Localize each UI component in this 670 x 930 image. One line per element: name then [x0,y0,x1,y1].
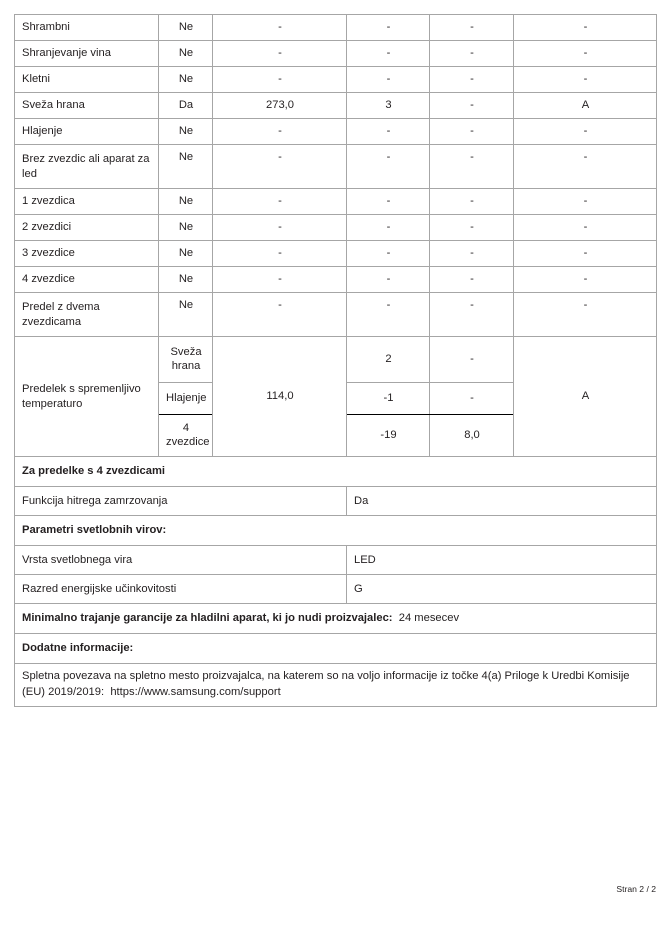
compartment-temperature: - [347,189,430,215]
compartment-name: Shrambni [15,15,159,41]
compartment-name: Sveža hrana [15,93,159,119]
compartment-present: Ne [159,189,213,215]
variable-temperature-freeze-capacity: 8,0 [430,415,514,457]
compartment-name: Predel z dvema zvezdicama [15,293,159,337]
table-row [15,93,657,119]
compartment-volume: - [213,267,347,293]
table-row [15,119,657,145]
compartment-temperature: - [347,293,430,337]
compartment-freeze-capacity: - [430,119,514,145]
variable-temperature-volume: 114,0 [213,337,347,457]
compartment-present: Ne [159,145,213,189]
compartment-name: 1 zvezdica [15,189,159,215]
compartment-temperature: 3 [347,93,430,119]
compartment-class: - [514,189,657,215]
compartment-freeze-capacity: - [430,241,514,267]
additional-info-heading: Dodatne informacije: [15,634,657,664]
compartment-freeze-capacity: - [430,215,514,241]
compartment-name: Hlajenje [15,119,159,145]
compartment-volume: - [213,189,347,215]
light-source-heading: Parametri svetlobnih virov: [15,516,657,546]
variable-temperature-freeze-capacity: - [430,337,514,383]
compartment-name: 4 zvezdice [15,267,159,293]
additional-info-cell [15,664,657,707]
compartment-temperature: - [347,145,430,189]
compartment-present: Da [159,93,213,119]
variable-temperature-freeze-capacity-highlighted: - [430,383,514,415]
compartment-freeze-capacity: - [430,267,514,293]
compartment-volume: - [213,67,347,93]
variable-temperature-mode: Sveža hrana [159,337,213,383]
table-row [15,15,657,41]
product-specification-table [14,14,657,707]
compartment-present: Ne [159,293,213,337]
additional-info-text: Spletna povezava na spletno mesto proizvajalca, na katerem so na voljo informacije iz točke 4(a) Priloge k Uredbi Komisije (EU) 2019/2019: [22,670,630,698]
warranty-cell [15,604,657,634]
variable-temperature-mode: 4 zvezdice [159,415,213,457]
compartment-volume: 273,0 [213,93,347,119]
table-row [15,241,657,267]
table-row [15,189,657,215]
four-star-heading-row [15,457,657,487]
variable-temperature-temperature-highlighted: -1 [347,383,430,415]
compartment-class: - [514,67,657,93]
compartment-class: - [514,293,657,337]
compartment-present: Ne [159,241,213,267]
additional-info-text-row [15,664,657,707]
compartment-name: Brez zvezdic ali aparat za led [15,145,159,189]
compartment-temperature: - [347,241,430,267]
table-row [15,41,657,67]
light-source-efficiency-label: Razred energijske učinkovitosti [15,575,347,604]
variable-temperature-class: A [514,337,657,457]
page-footer: Stran 2 / 2 [616,884,656,894]
compartment-present: Ne [159,41,213,67]
compartment-volume: - [213,15,347,41]
table-row [15,145,657,189]
light-source-type-row [15,546,657,575]
compartment-freeze-capacity: - [430,293,514,337]
compartment-class: - [514,267,657,293]
compartment-volume: - [213,293,347,337]
compartment-freeze-capacity: - [430,93,514,119]
compartment-name: Kletni [15,67,159,93]
compartment-class: - [514,145,657,189]
compartment-present: Ne [159,67,213,93]
compartment-volume: - [213,145,347,189]
compartment-freeze-capacity: - [430,145,514,189]
compartment-temperature: - [347,41,430,67]
compartment-temperature: - [347,267,430,293]
compartment-class: - [514,215,657,241]
compartment-present: Ne [159,215,213,241]
compartment-present: Ne [159,15,213,41]
table-row [15,293,657,337]
fast-freeze-label: Funkcija hitrega zamrzovanja [15,487,347,516]
light-source-heading-row [15,516,657,546]
manufacturer-support-url: https://www.samsung.com/support [110,686,281,698]
compartment-class: - [514,15,657,41]
compartment-freeze-capacity: - [430,189,514,215]
compartment-freeze-capacity: - [430,67,514,93]
compartment-present: Ne [159,119,213,145]
compartment-volume: - [213,119,347,145]
compartment-temperature: - [347,15,430,41]
compartment-temperature: - [347,215,430,241]
compartment-class: A [514,93,657,119]
compartment-class: - [514,241,657,267]
compartment-present: Ne [159,267,213,293]
light-source-efficiency-value: G [347,575,657,604]
fast-freeze-row [15,487,657,516]
compartment-temperature: - [347,119,430,145]
compartment-name: 2 zvezdici [15,215,159,241]
compartment-volume: - [213,241,347,267]
table-row [15,215,657,241]
variable-temperature-row-fresh [15,337,657,383]
variable-temperature-temperature: -19 [347,415,430,457]
compartment-temperature: - [347,67,430,93]
table-row [15,67,657,93]
compartment-class: - [514,41,657,67]
light-source-type-label: Vrsta svetlobnega vira [15,546,347,575]
compartment-name: Shranjevanje vina [15,41,159,67]
variable-temperature-label: Predelek s spremenljivo temperaturo [15,337,159,457]
table-row [15,267,657,293]
warranty-label: Minimalno trajanje garancije za hladilni aparat, ki jo nudi proizvajalec: [22,612,393,625]
light-source-type-value: LED [347,546,657,575]
variable-temperature-mode-highlighted: Hlajenje [159,383,213,415]
variable-temperature-temperature: 2 [347,337,430,383]
compartment-freeze-capacity: - [430,15,514,41]
warranty-row [15,604,657,634]
compartment-class: - [514,119,657,145]
four-star-heading: Za predelke s 4 zvezdicami [15,457,657,487]
compartment-freeze-capacity: - [430,41,514,67]
fast-freeze-value: Da [347,487,657,516]
light-source-efficiency-row [15,575,657,604]
compartment-volume: - [213,41,347,67]
compartment-name: 3 zvezdice [15,241,159,267]
warranty-value: 24 mesecev [398,612,460,625]
compartment-volume: - [213,215,347,241]
additional-info-heading-row [15,634,657,664]
